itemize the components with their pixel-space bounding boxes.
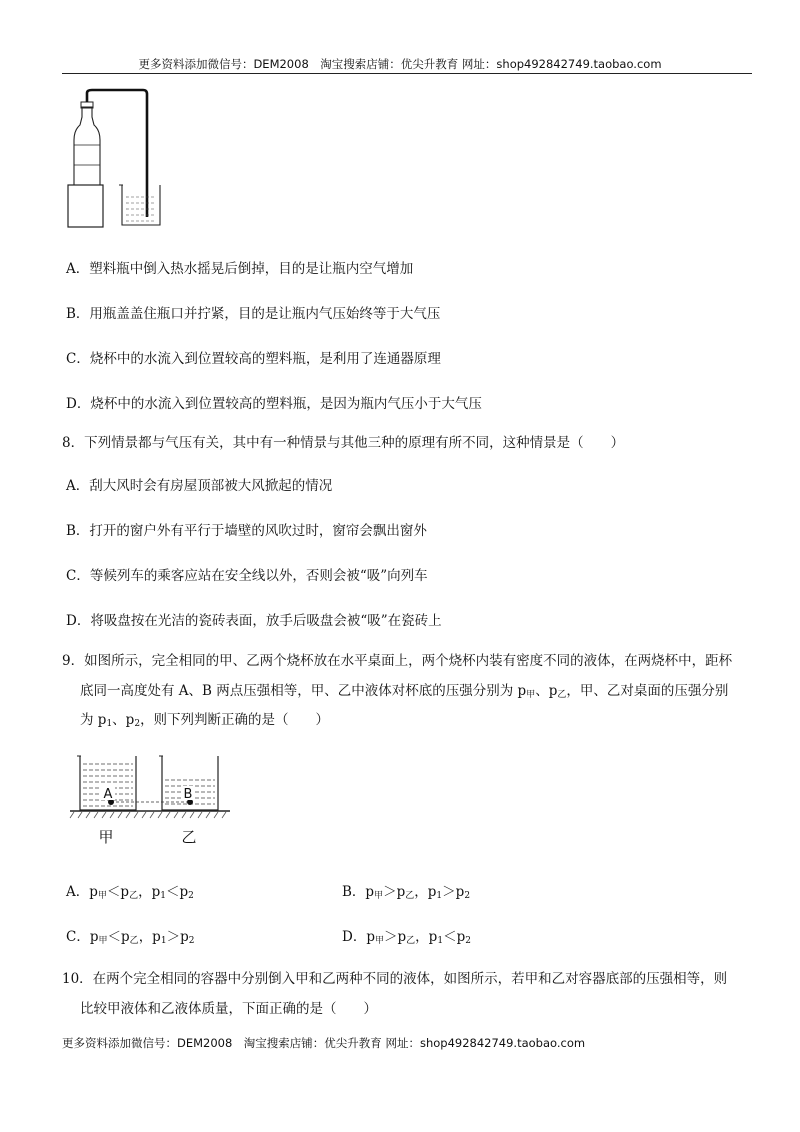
q9-option-c: C．$p_甲<p_乙$，$p_1>p_2$ — [66, 929, 195, 946]
q7-option-d: D．烧杯中的水流入到位置较高的塑料瓶，是因为瓶内气压小于大气压 — [66, 396, 482, 412]
page-header: 更多资料添加微信号：DEM2008 淘宝搜索店铺：优尖升教育 网址：shop492842749.taobao.com — [138, 57, 662, 71]
label-yi: 乙 — [181, 828, 197, 846]
q8-option-c: C．等候列车的乘客应站在安全线以外，否则会被“吸”向列车 — [66, 568, 428, 584]
q10-stem-line2: 比较甲液体和乙液体质量，下面正确的是（ ） — [80, 1001, 377, 1017]
q7-option-c: C．烧杯中的水流入到位置较高的塑料瓶，是利用了连通器原理 — [66, 351, 441, 367]
q8-option-b: B．打开的窗户外有平行于墙壁的风吹过时，窗帘会飘出窗外 — [66, 523, 427, 539]
q9-stem-line3: 为 $p_1$、$p_2$，则下列判断正确的是（ ） — [80, 712, 330, 729]
bottle-beaker-figure — [60, 85, 170, 230]
label-jia: 甲 — [98, 828, 114, 846]
label-b: B — [183, 787, 193, 802]
q9-stem-line2: 底同一高度处有 A、B 两点压强相等，甲、乙中液体对杯底的压强分别为 $p_甲$、$p_乙$，甲、乙对桌面的压强分别 — [80, 683, 729, 700]
q7-option-b: B．用瓶盖盖住瓶口并拧紧，目的是让瓶内气压始终等于大气压 — [66, 306, 441, 322]
q8-option-d: D．将吸盘按在光洁的瓷砖表面，放手后吸盘会被“吸”在瓷砖上 — [66, 613, 442, 629]
header-rule — [62, 73, 752, 74]
q9-stem-line1: 9．如图所示，完全相同的甲、乙两个烧杯放在水平桌面上，两个烧杯内装有密度不同的液体，在两烧杯中，距杯 — [62, 653, 733, 669]
two-beakers-figure — [68, 752, 233, 852]
q9-option-a: A．$p_甲<p_乙$，$p_1<p_2$ — [66, 884, 194, 901]
page-footer: 更多资料添加微信号：DEM2008 淘宝搜索店铺：优尖升教育 网址：shop492842749.taobao.com — [62, 1036, 586, 1050]
q8-stem: 8．下列情景都与气压有关，其中有一种情景与其他三种的原理有所不同，这种情景是（ ） — [62, 435, 625, 451]
q8-option-a: A．刮大风时会有房屋顶部被大风掀起的情况 — [66, 478, 333, 494]
label-a: A — [103, 787, 113, 802]
q9-option-d: D．$p_甲>p_乙$，$p_1<p_2$ — [342, 929, 471, 946]
q7-option-a: A．塑料瓶中倒入热水摇晃后倒掉，目的是让瓶内空气增加 — [66, 261, 414, 277]
q10-stem-line1: 10．在两个完全相同的容器中分别倒入甲和乙两种不同的液体，如图所示，若甲和乙对容器底部的压强相等，则 — [62, 971, 728, 987]
q9-option-b: B．$p_甲>p_乙$，$p_1>p_2$ — [342, 884, 471, 901]
